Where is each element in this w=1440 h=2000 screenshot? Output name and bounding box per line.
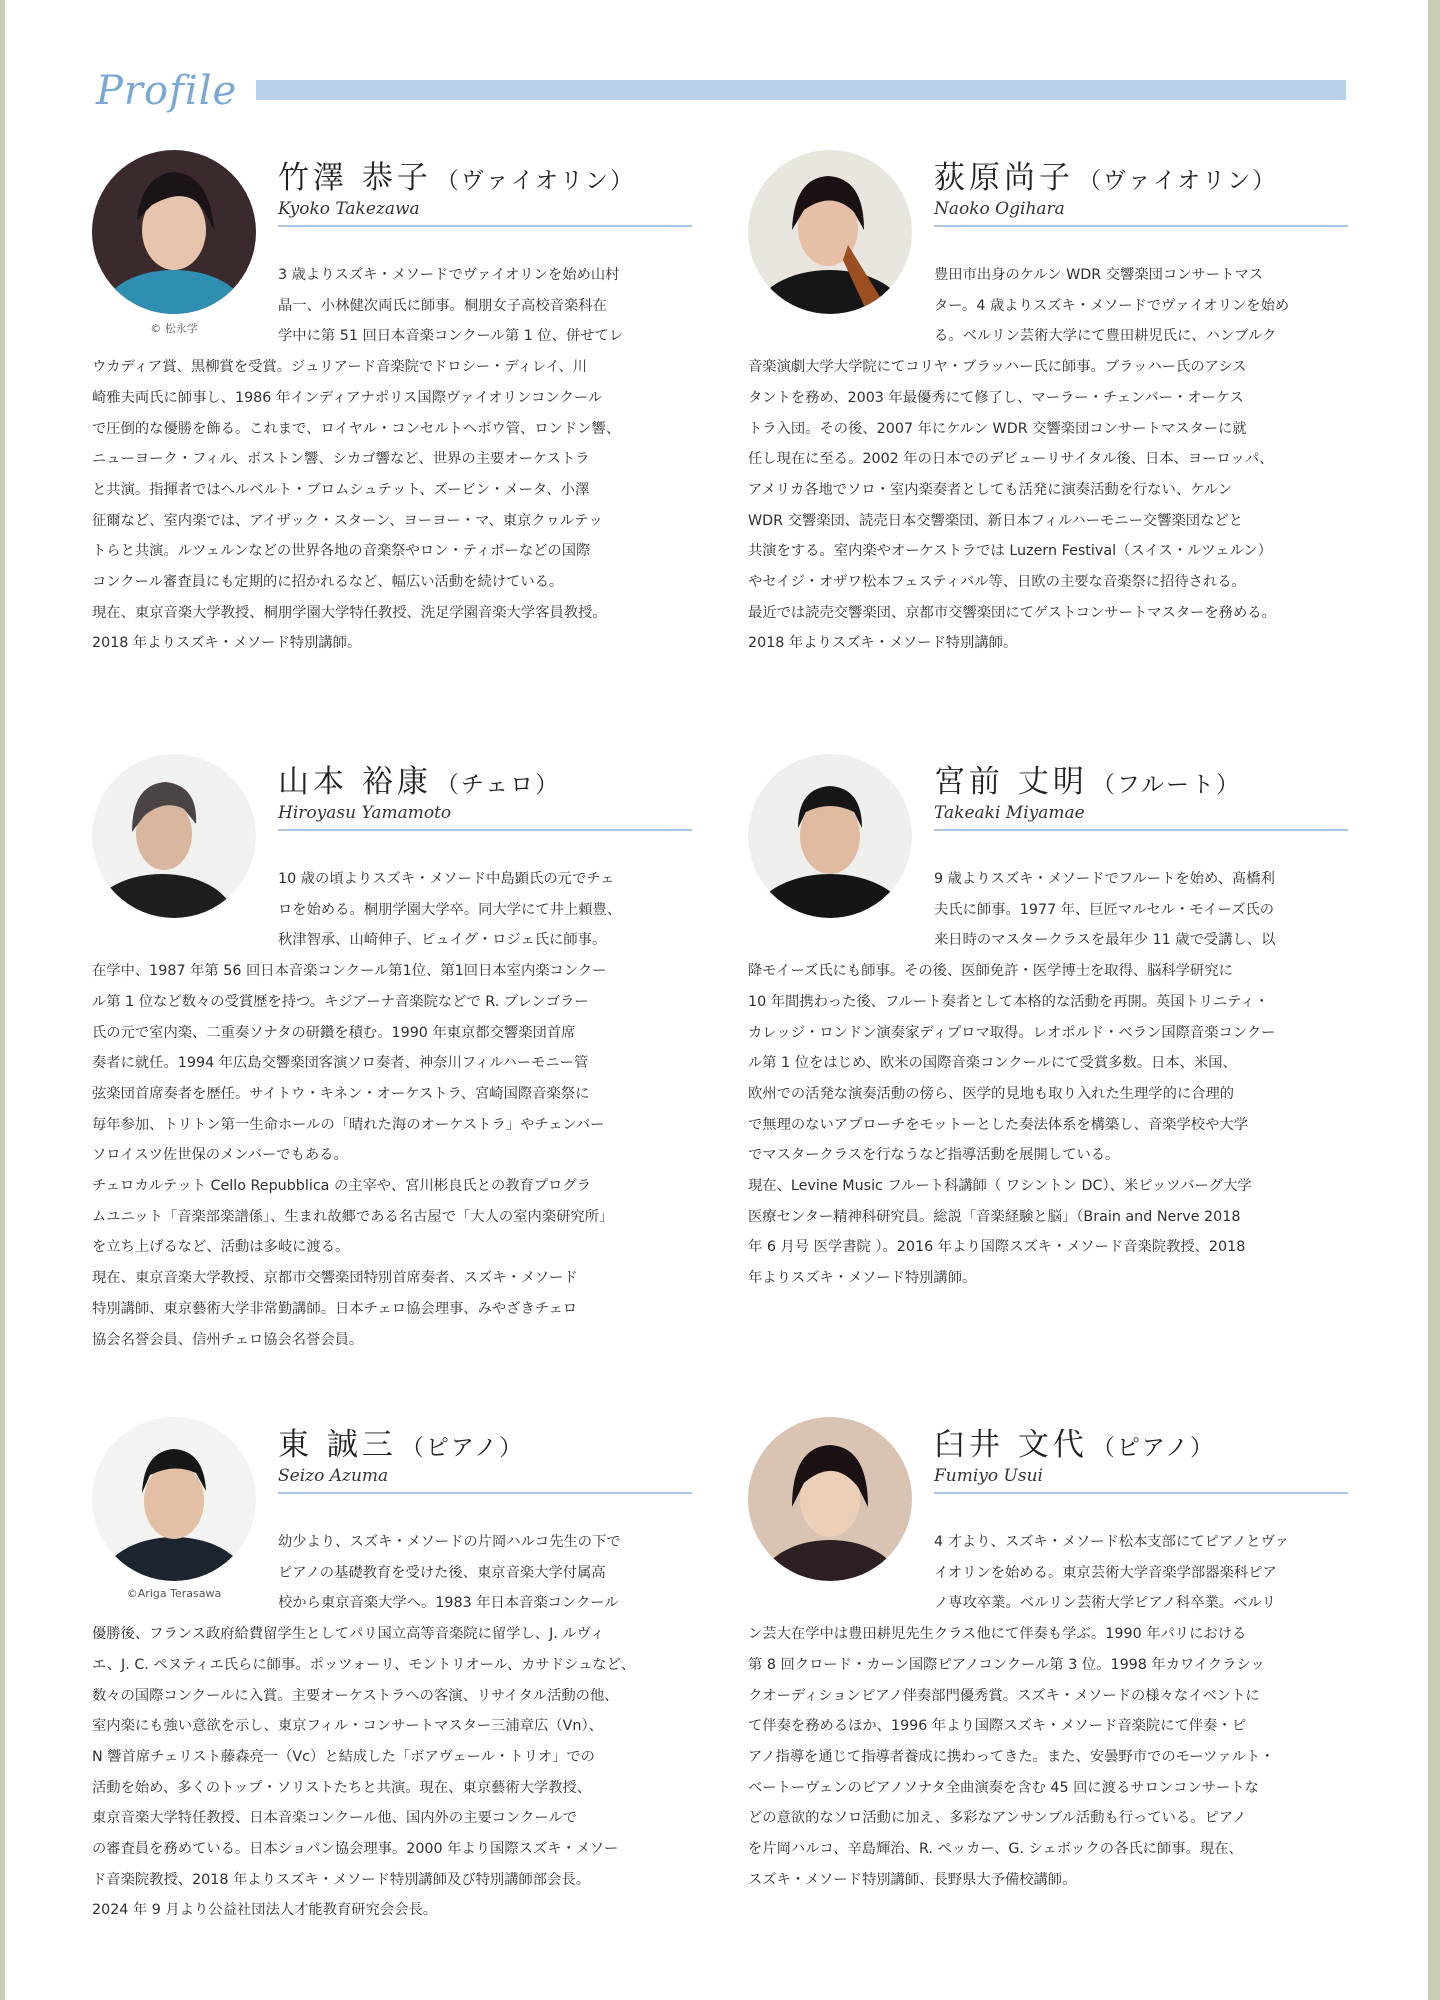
bio-line: の審査員を務めている。日本ショパン協会理事。2000 年より国際スズキ・メソー [92, 1841, 619, 1858]
bio-line: て伴奏を務めるほか、1996 年より国際スズキ・メソード音楽院にて伴奏・ピ [748, 1718, 1246, 1735]
bio-line: 弦楽団首席奏者を歴任。サイトウ・キネン・オーケストラ、宮崎国際音楽祭に [92, 1085, 590, 1102]
bio-line: ター。4 歳よりスズキ・メソードでヴァイオリンを始め [934, 297, 1290, 314]
name-text: 宮前 丈明 [934, 764, 1088, 800]
bio-line: エ、J. C. ペヌティエ氏らに師事。ポッツォーリ、モントリオール、カサドシュなど、 [92, 1656, 636, 1673]
photo-credit: © 松永学 [150, 322, 198, 335]
bio-line: 数々の国際コンクールに入賞。主要オーケストラへの客演、リサイタル活動の他、 [92, 1687, 619, 1704]
name-underline [278, 1492, 692, 1494]
bio-line: クオーディションピアノ伴奏部門優秀賞。スズキ・メソードの様々なイベントに [748, 1687, 1260, 1704]
bio-line: 現在、東京音楽大学教授、桐朋学園大学特任教授、洗足学園音楽大学客員教授。 [92, 604, 607, 621]
biography [748, 1527, 1348, 1895]
name-text: 臼井 文代 [934, 1427, 1088, 1463]
bio-line: 3 歳よりスズキ・メソードでヴァイオリンを始め山村 [278, 267, 620, 283]
bio-line: 活動を始め、多くのトップ・ソリストたちと共演。現在、東京藝術大学教授、 [92, 1779, 592, 1796]
bio-line: N 響首席チェリスト藤森亮一（Vc）と結成した「ボアヴェール・トリオ」での [92, 1748, 595, 1765]
bio-line: 崎雅夫両氏に師事し、1986 年インディアナポリス国際ヴァイオリンコンクール [92, 389, 603, 406]
bio-line: 毎年参加、トリトン第一生命ホールの「晴れた海のオーケストラ」やチェンバー [92, 1116, 605, 1133]
bio-line: ベートーヴェンのピアノソナタ全曲演奏を含む 45 回に渡るサロンコンサートな [748, 1779, 1259, 1796]
bio-line: カレッジ・ロンドン演奏家ディプロマ取得。レオポルド・ベラン国際音楽コンクー [748, 1024, 1276, 1041]
bio-line: アノ指導を通じて指導者養成に携わってきた。また、安曇野市でのモーツァルト・ [748, 1748, 1275, 1765]
name-block [278, 756, 692, 831]
bio-line: ウカディア賞、黒柳賞を受賞。ジュリアード音楽院でドロシー・ディレイ、川 [92, 359, 588, 376]
bio-line: 特別講師、東京藝術大学非常勤講師。日本チェロ協会理事、みやざきチェロ [92, 1300, 578, 1317]
name-underline [934, 225, 1348, 227]
bio-line: 夫氏に師事。1977 年、巨匠マルセル・モイーズ氏の [934, 901, 1275, 918]
bio-line: 音楽演劇大学大学院にてコリヤ・ブラッハー氏に師事。ブラッハー氏のアシス [748, 359, 1247, 376]
instrument-label: （ピアノ） [400, 1435, 525, 1461]
bio-line: アメリカ各地でソロ・室内楽奏者としても活発に演奏活動を行ない、ケルン [748, 481, 1233, 498]
bio-line: と共演。指揮者ではヘルベルト・ブロムシュテット、ズービン・メータ、小澤 [92, 481, 590, 498]
name-text: 山本 裕康 [278, 764, 432, 800]
bio-line: 秋津智承、山崎伸子、ピュイグ・ロジェ氏に師事。 [278, 932, 607, 949]
bio-line: を片岡ハルコ、辛島輝治、R. ペッカー、G. シェボックの各氏に師事。現在、 [748, 1841, 1243, 1858]
bio-line: コンクール審査員にも定期的に招かれるなど、幅広い活動を続けている。 [92, 574, 564, 591]
bio-line: ン芸大在学中は豊田耕児先生クラス他にて伴奏も学ぶ。1990 年パリにおける [748, 1626, 1247, 1643]
bio-line: で圧倒的な優勝を飾る。これまで、ロイヤル・コンセルトヘボウ管、ロンドン響、 [92, 420, 621, 437]
biography [92, 1527, 692, 1926]
name-text: 竹澤 恭子 [278, 160, 432, 196]
name-text: 荻原尚子 [934, 160, 1074, 196]
bio-line: 9 歳よりスズキ・メソードでフルートを始め、髙橋利 [934, 871, 1275, 887]
bio-line: で無理のないアプローチをモットーとした奏法体系を構築し、音楽学校や大学 [748, 1116, 1248, 1133]
name-underline [934, 829, 1348, 831]
profile-header [96, 62, 1346, 122]
bio-line: 来日時のマスタークラスを最年少 11 歳で受講し、以 [934, 932, 1276, 949]
name-text: 東 誠三 [278, 1427, 397, 1463]
romaji-name: Seizo Azuma [278, 1466, 389, 1486]
person-name [934, 152, 1348, 197]
romaji-name: Naoko Ogihara [934, 199, 1065, 219]
person-name [934, 1419, 1348, 1464]
bio-line: 現在、東京音楽大学教授、京都市交響楽団特別首席奏者、スズキ・メソード [92, 1270, 578, 1287]
bio-line: ピアノの基礎教育を受けた後、東京音楽大学付属高 [278, 1564, 606, 1581]
name-underline [934, 1492, 1348, 1494]
bio-line: る。ベルリン芸術大学にて豊田耕児氏に、ハンブルク [934, 328, 1277, 345]
bio-line: タントを務め、2003 年最優秀にて修了し、マーラー・チェンバー・オーケス [748, 389, 1244, 406]
bio-line: スズキ・メソード特別講師、長野県大予備校講師。 [748, 1871, 1077, 1888]
bio-line: どの意欲的なソロ活動に加え、多彩なアンサンブル活動も行っている。ピアノ [748, 1810, 1247, 1827]
bio-line: チェロカルテット Cello Repubblica の主宰や、宮川彬良氏との教育プログラ [92, 1178, 592, 1195]
biography [748, 260, 1348, 659]
bio-line: 2018 年よりスズキ・メソード特別講師。 [748, 635, 1018, 652]
bio-line: 降モイーズ氏にも師事。その後、医師免許・医学博士を取得、脳科学研究に [748, 963, 1233, 980]
bio-line: ロを始める。桐朋学園大学卒。同大学にて井上頼豊、 [278, 901, 622, 918]
romaji-name: Takeaki Miyamae [934, 803, 1085, 823]
bio-line: 在学中、1987 年第 56 回日本音楽コンクール第1位、第1回日本室内楽コンクー [92, 963, 607, 980]
name-block [278, 152, 692, 227]
bio-line: 2024 年 9 月より公益社団法人才能教育研究会会長。 [92, 1902, 438, 1919]
bio-line: 年よりスズキ・メソード特別講師。 [748, 1270, 977, 1287]
bio-line: 氏の元で室内楽、二重奏ソナタの研鑽を積む。1990 年東京都交響楽団首席 [92, 1024, 576, 1041]
bio-line: ムユニット「音楽部楽譜係」、生まれ故郷である名古屋で「大人の室内楽研究所」 [92, 1208, 614, 1225]
person-name [934, 756, 1348, 801]
biography [92, 864, 692, 1355]
bio-line: 現在、Levine Music フルート科講師（ ワシントン DC）、米ピッツバーグ大学 [748, 1178, 1252, 1195]
bio-line: 優勝後、フランス政府給費留学生としてパリ国立高等音楽院に留学し、J. ルヴィ [92, 1626, 605, 1643]
person-name [278, 1419, 692, 1464]
bio-line: ド音楽院教授、2018 年よりスズキ・メソード特別講師及び特別講師部会長。 [92, 1871, 590, 1888]
bio-line: ソロイスツ佐世保のメンバーでもある。 [92, 1147, 348, 1164]
biography [92, 260, 692, 659]
name-block [278, 1419, 692, 1494]
bio-line: 欧州での活発な演奏活動の傍ら、医学的見地も取り入れた生理学的に合理的 [748, 1085, 1235, 1102]
photo-credit: ©Ariga Terasawa [126, 1587, 222, 1600]
bio-line: でマスタークラスを行なうなど指導活動を展開している。 [748, 1147, 1120, 1164]
bio-line: 10 歳の頃よりスズキ・メソード中島顕氏の元でチェ [278, 871, 615, 887]
name-block [934, 756, 1348, 831]
bio-line: ノ専攻卒業。ベルリン芸術大学ピアノ科卒業。ベルリ [934, 1595, 1276, 1612]
bio-line: 共演をする。室内楽やオーケストラでは Luzern Festival（スイス・ルツェルン） [748, 543, 1272, 560]
bio-line: 10 年間携わった後、フルート奏者として本格的な活動を再開。英国トリニティ・ [748, 993, 1269, 1010]
header-bar [256, 80, 1346, 100]
bio-line: WDR 交響楽団、読売日本交響楽団、新日本フィルハーモニー交響楽団などと [748, 512, 1243, 529]
person-name [278, 756, 692, 801]
bio-line: ニューヨーク・フィル、ボストン響、シカゴ響など、世界の主要オーケストラ [92, 451, 590, 468]
name-block [934, 1419, 1348, 1494]
instrument-label: （ヴァイオリン） [1078, 168, 1278, 194]
page-edge-right [1428, 0, 1440, 2000]
bio-line: 4 才より、スズキ・メソード松本支部にてピアノとヴァ [934, 1534, 1290, 1550]
name-underline [278, 829, 692, 831]
name-block [934, 152, 1348, 227]
bio-line: 任し現在に至る。2002 年の日本でのデビューリサイタル後、日本、ヨーロッパ、 [748, 451, 1274, 468]
page-title: Profile [96, 68, 238, 114]
instrument-label: （ヴァイオリン） [435, 168, 635, 194]
bio-line: 征爾など、室内楽では、アイザック・スターン、ヨーヨー・マ、東京クヮルテッ [92, 512, 603, 529]
bio-line: 豊田市出身のケルン WDR 交響楽団コンサートマス [934, 267, 1264, 283]
bio-line: ル第 1 位など数々の受賞歴を持つ。キジアーナ音楽院などで R. ブレンゴラー [92, 993, 589, 1010]
bio-line: トラ入団。その後、2007 年にケルン WDR 交響楽団コンサートマスターに就 [748, 420, 1247, 437]
bio-line: やセイジ・オザワ松本フェスティバル等、日欧の主要な音楽祭に招待される。 [748, 574, 1246, 591]
bio-line: 幼少より、スズキ・メソードの片岡ハルコ先生の下で [278, 1534, 621, 1550]
bio-line: 校から東京音楽大学へ。1983 年日本音楽コンクール [278, 1595, 619, 1612]
bio-line: 奏者に就任。1994 年広島交響楽団客演ソロ奏者、神奈川フィルハーモニー管 [92, 1055, 589, 1072]
romaji-name: Fumiyo Usui [934, 1466, 1043, 1486]
bio-line: 最近では読売交響楽団、京都市交響楽団にてゲストコンサートマスターを務める。 [748, 604, 1276, 621]
name-underline [278, 225, 692, 227]
bio-line: 協会名誉会員、信州チェロ協会名誉会員。 [92, 1331, 364, 1348]
romaji-name: Hiroyasu Yamamoto [278, 803, 452, 823]
bio-line: 学中に第 51 回日本音楽コンクール第 1 位、併せてレ [278, 328, 624, 345]
person-name [278, 152, 692, 197]
biography [748, 864, 1348, 1294]
bio-line: 第 8 回クロード・カーン国際ピアノコンクール第 3 位。1998 年カワイクラシッ [748, 1656, 1265, 1673]
instrument-label: （ピアノ） [1091, 1435, 1216, 1461]
bio-line: 晶一、小林健次両氏に師事。桐朋女子高校音楽科在 [278, 297, 607, 314]
bio-line: 年 6 月号 医学書院 ）。2016 年より国際スズキ・メソード音楽院教授、2018 [748, 1239, 1246, 1256]
instrument-label: （フルート） [1091, 772, 1241, 798]
bio-line: 医療センター精神科研究員。総説「音楽経験と脳」（Brain and Nerve 2018 [748, 1208, 1241, 1225]
romaji-name: Kyoko Takezawa [278, 199, 420, 219]
instrument-label: （チェロ） [435, 772, 561, 798]
bio-line: イオリンを始める。東京芸術大学音楽学部器楽科ピア [934, 1564, 1277, 1581]
page-edge-left [0, 0, 5, 2000]
bio-line: 東京音楽大学特任教授、日本音楽コンクール他、国内外の主要コンクールで [92, 1810, 577, 1827]
bio-line: 2018 年よりスズキ・メソード特別講師。 [92, 635, 362, 652]
bio-line: ル第 1 位をはじめ、欧米の国際音楽コンクールにて受賞多数。日本、米国、 [748, 1055, 1237, 1072]
bio-line: トらと共演。ルツェルンなどの世界各地の音楽祭やロン・ティボーなどの国際 [92, 543, 591, 560]
bio-line: 室内楽にも強い意欲を示し、東京フィル・コンサートマスター三浦章広（Vn）、 [92, 1718, 603, 1735]
bio-line: を立ち上げるなど、活動は多岐に渡る。 [92, 1239, 350, 1256]
